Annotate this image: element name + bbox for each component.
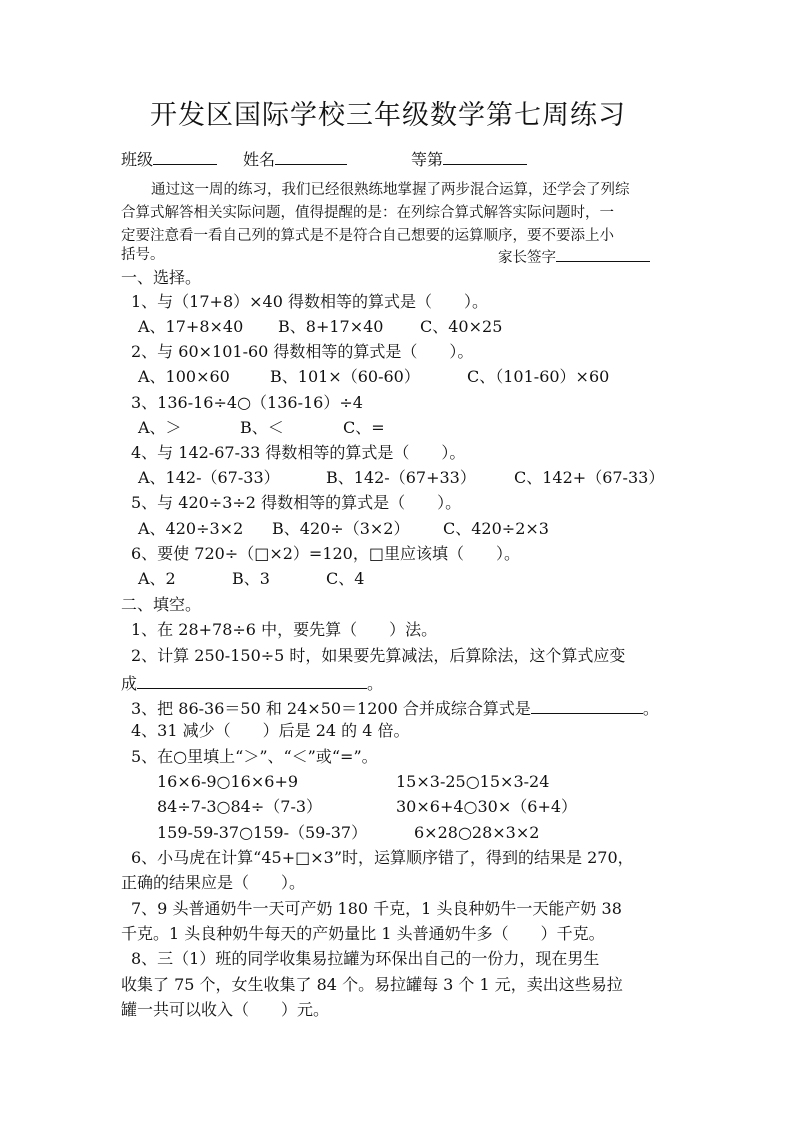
s1-q2: 2、与 60×101-60 得数相等的算式是（ ）。 (131, 342, 474, 361)
s2-q8-line3: 罐一共可以收入（ ）元。 (121, 1000, 330, 1019)
s1-q6-opt-a[interactable]: A、2 (138, 569, 176, 588)
s2-q1: 1、在 28+78÷6 中，要先算（ ）法。 (131, 620, 438, 639)
grade-label: 等第 (411, 150, 444, 169)
s2-q3 (131, 698, 659, 717)
s1-q2-opt-b[interactable]: B、101×（60-60） (270, 367, 420, 386)
s2-q6-line2: 正确的结果应是（ ）。 (121, 873, 306, 892)
s1-q5: 5、与 420÷3÷2 得数相等的算式是（ ）。 (131, 493, 462, 512)
s2-q2-line1: 2、计算 250-150÷5 时，如果要先算减法，后算除法，这个算式应变 (131, 646, 626, 665)
name-field (243, 150, 347, 168)
s1-q2-opt-c[interactable]: C、（101-60）×60 (467, 367, 610, 386)
s1-q1-opt-a[interactable]: A、17+8×40 (138, 317, 244, 336)
s1-q4-opt-b[interactable]: B、142-（67+33） (326, 468, 476, 487)
parent-sign-label: 家长签字 (498, 250, 556, 266)
s1-q3-opt-a[interactable]: A、＞ (138, 418, 182, 437)
name-label: 姓名 (243, 150, 276, 169)
intro-line-2: 合算式解答相关实际问题，值得提醒的是：在列综合算式解答实际问题时，一 (121, 205, 614, 221)
s1-q4: 4、与 142-67-33 得数相等的算式是（ ）。 (131, 443, 466, 462)
grade-field (411, 150, 527, 168)
class-label: 班级 (121, 150, 154, 169)
s1-q1: 1、与（17+8）×40 得数相等的算式是（ ）。 (131, 292, 488, 311)
class-field (121, 150, 217, 168)
s2-q5-item-2[interactable]: 15×3-25○15×3-24 (396, 772, 550, 791)
intro-line-4: 括号。 (121, 247, 165, 263)
s1-q1-opt-c[interactable]: C、40×25 (420, 317, 503, 336)
s2-q5-item-6[interactable]: 6×28○28×3×2 (414, 823, 540, 842)
s1-q3-opt-b[interactable]: B、＜ (240, 418, 284, 437)
s2-q3-blank[interactable] (531, 698, 643, 714)
s2-q5-item-1[interactable]: 16×6-9○16×6+9 (157, 772, 299, 791)
intro-line-1: 通过这一周的练习，我们已经很熟练地掌握了两步混合运算，还学会了列综 (151, 182, 630, 198)
s2-q5-item-5[interactable]: 159-59-37○159-（59-37） (157, 823, 368, 842)
s1-q4-opt-c[interactable]: C、142+（67-33） (514, 468, 665, 487)
s2-q5-item-4[interactable]: 30×6+4○30×（6+4） (396, 797, 578, 816)
s2-q3-suffix: 。 (642, 699, 659, 718)
s1-q2-opt-a[interactable]: A、100×60 (138, 367, 230, 386)
parent-sign-field (498, 248, 650, 266)
s2-q3-prefix: 3、把 86-36＝50 和 24×50＝1200 合并成综合算式是 (131, 699, 531, 718)
s2-q2-blank[interactable] (137, 673, 367, 689)
s2-q2-suffix: 。 (367, 674, 384, 693)
s2-q7-line1: 7、9 头普通奶牛一天可产奶 180 千克，1 头良种奶牛一天能产奶 38 (131, 899, 622, 918)
s1-q6-opt-c[interactable]: C、4 (326, 569, 365, 588)
s1-q3-opt-c[interactable]: C、= (343, 418, 385, 437)
s1-q5-opt-a[interactable]: A、420÷3×2 (138, 519, 244, 538)
grade-blank[interactable] (443, 150, 527, 165)
s1-q5-opt-c[interactable]: C、420÷2×3 (443, 519, 549, 538)
s2-q4: 4、31 减少（ ）后是 24 的 4 倍。 (131, 721, 410, 740)
section1-heading: 一、选择。 (121, 268, 202, 287)
s2-q2-prefix: 成 (121, 674, 138, 693)
parent-sign-blank[interactable] (556, 248, 650, 262)
page-title: 开发区国际学校三年级数学第七周练习 (150, 100, 626, 131)
s2-q8-line2: 收集了 75 个，女生收集了 84 个。易拉罐每 3 个 1 元，卖出这些易拉 (121, 975, 623, 994)
section2-heading: 二、填空。 (121, 595, 202, 614)
s1-q1-opt-b[interactable]: B、8+17×40 (278, 317, 384, 336)
s1-q6: 6、要使 720÷（□×2）=120，□里应该填（ ）。 (131, 544, 520, 563)
s2-q6-line1: 6、小马虎在计算“45+□×3”时，运算顺序错了，得到的结果是 270， (131, 848, 634, 867)
intro-line-3: 定要注意看一看自己列的算式是不是符合自己想要的运算顺序，要不要添上小 (121, 228, 614, 244)
s1-q4-opt-a[interactable]: A、142-（67-33） (138, 468, 280, 487)
s2-q8-line1: 8、三（1）班的同学收集易拉罐为环保出自己的一份力，现在男生 (131, 949, 600, 968)
class-blank[interactable] (153, 150, 217, 165)
s2-q5: 5、在○里填上“＞”、“＜”或“=”。 (131, 747, 378, 766)
s2-q7-line2: 千克。1 头良种奶牛每天的产奶量比 1 头普通奶牛多（ ）千克。 (121, 924, 605, 943)
name-blank[interactable] (275, 150, 347, 165)
s2-q2-line2 (121, 673, 383, 692)
s1-q5-opt-b[interactable]: B、420÷（3×2） (272, 519, 410, 538)
s1-q3: 3、136-16÷4○（136-16）÷4 (131, 393, 363, 412)
s2-q5-item-3[interactable]: 84÷7-3○84÷（7-3） (157, 797, 323, 816)
s1-q6-opt-b[interactable]: B、3 (232, 569, 270, 588)
